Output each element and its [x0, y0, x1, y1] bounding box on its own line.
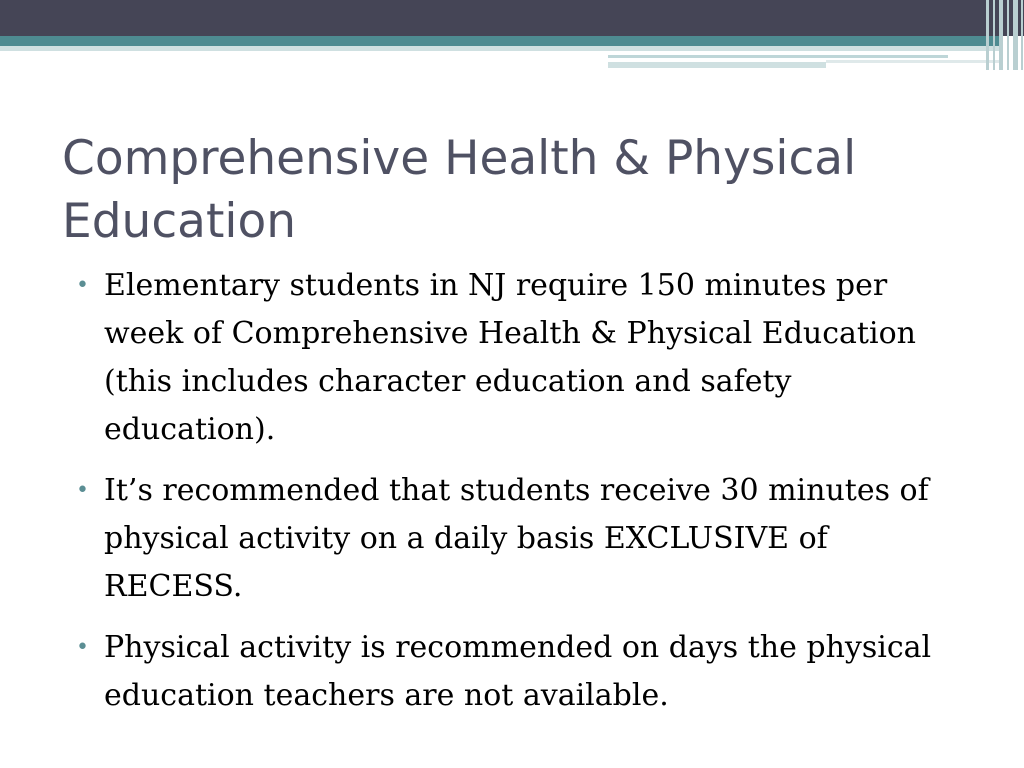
accent-line — [608, 62, 826, 68]
bullet-item — [74, 467, 964, 611]
vertical-stripes-decoration — [984, 0, 1024, 70]
bullet-marker: • — [76, 273, 89, 298]
bullet-item — [74, 262, 964, 454]
bullet-marker: • — [76, 635, 89, 660]
teal-accent-band — [0, 36, 1000, 46]
slide-title: Comprehensive Health & Physical Education — [62, 131, 857, 249]
bullet-text: Physical activity is recommended on days the physical education teachers are not available. — [104, 630, 932, 713]
bullet-marker: • — [76, 478, 89, 503]
bullet-list — [74, 262, 964, 733]
header-bar — [0, 0, 1024, 36]
accent-line — [826, 60, 1000, 63]
light-accent-band — [0, 46, 1000, 51]
accent-line — [608, 55, 948, 58]
bullet-text: It’s recommended that students receive 30 minutes of physical activity on a daily basis EXCLUSIVE of RECESS. — [104, 473, 929, 604]
bullet-text: Elementary students in NJ require 150 minutes per week of Comprehensive Health & Physical Education (this includes character education and safety education). — [104, 268, 916, 447]
bullet-item — [74, 624, 964, 720]
